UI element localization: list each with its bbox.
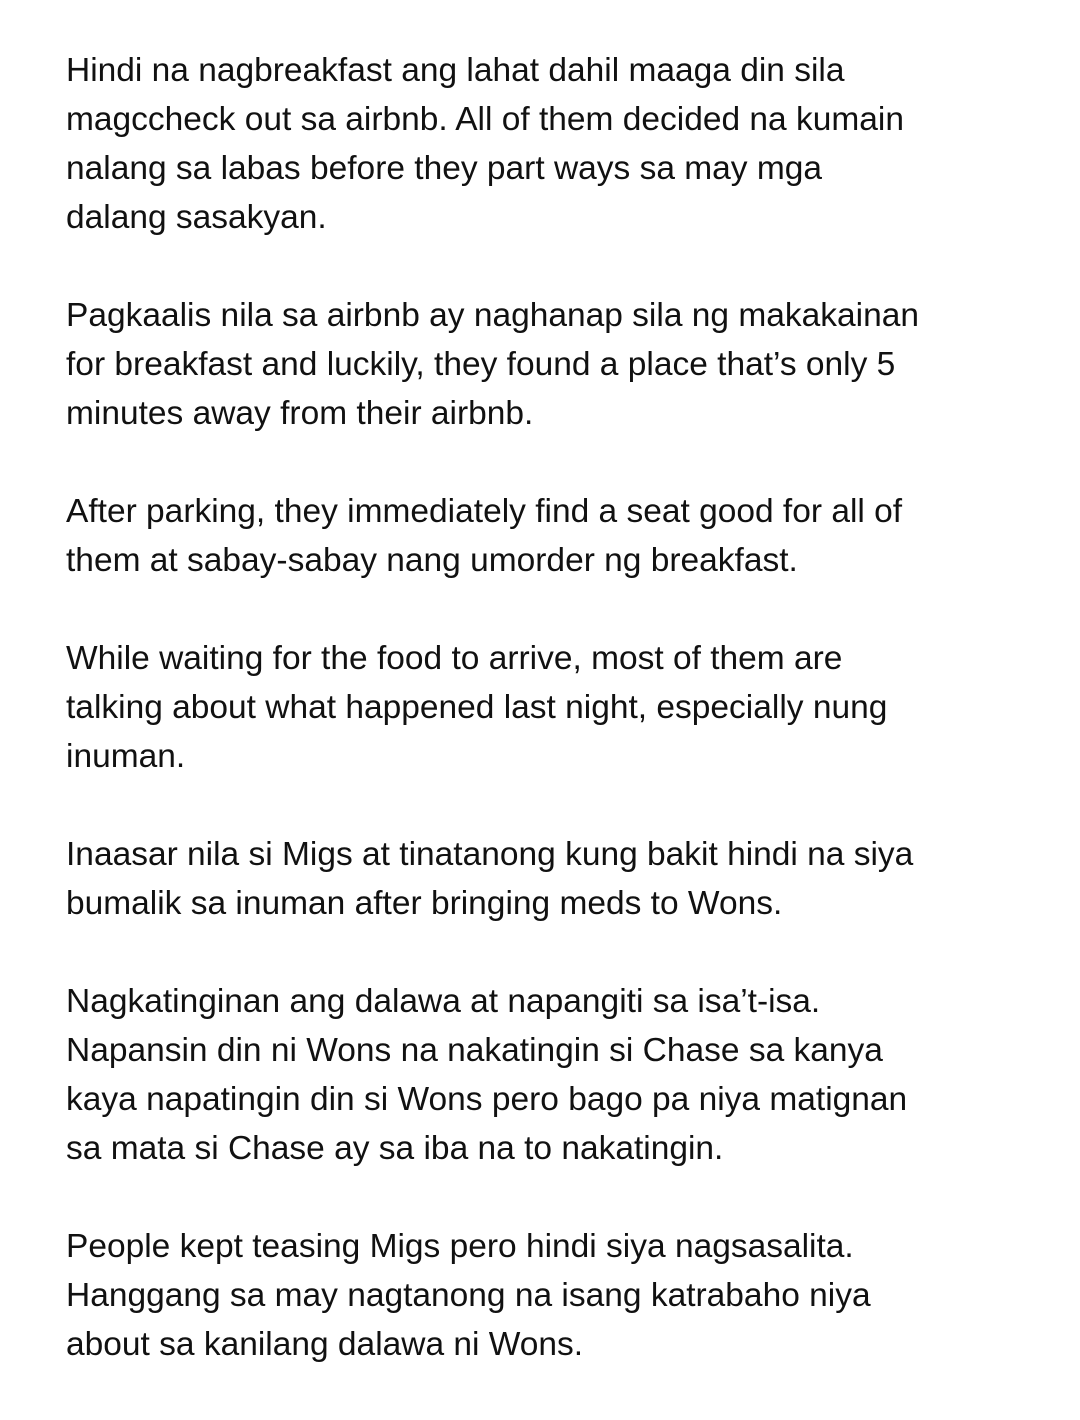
text-line: Pagkaalis nila sa airbnb ay naghanap sila ng makakainan (66, 297, 919, 334)
paragraph-3 (66, 487, 1026, 585)
story-text (66, 46, 1026, 1369)
paragraph-4 (66, 634, 1026, 781)
text-line: about sa kanilang dalawa ni Wons. (66, 1326, 584, 1363)
text-line: Hanggang sa may nagtanong na isang katrabaho niya (66, 1277, 871, 1314)
text-line: Inaasar nila si Migs at tinatanong kung bakit hindi na siya (66, 836, 914, 873)
paragraph-2 (66, 291, 1026, 438)
text-line: sa mata si Chase ay sa iba na to nakatingin. (66, 1130, 724, 1167)
text-line: While waiting for the food to arrive, most of them are (66, 640, 843, 677)
text-line: talking about what happened last night, especially nung (66, 689, 888, 726)
text-line: After parking, they immediately find a seat good for all of (66, 493, 903, 530)
text-line: Napansin din ni Wons na nakatingin si Chase sa kanya (66, 1032, 883, 1069)
text-line: minutes away from their airbnb. (66, 395, 534, 432)
text-line: Hindi na nagbreakfast ang lahat dahil maaga din sila (66, 52, 845, 89)
text-line: People kept teasing Migs pero hindi siya nagsasalita. (66, 1228, 854, 1265)
text-line: bumalik sa inuman after bringing meds to Wons. (66, 885, 783, 922)
text-line: nalang sa labas before they part ways sa may mga (66, 150, 823, 187)
text-line: Nagkatinginan ang dalawa at napangiti sa isa’t-isa. (66, 983, 821, 1020)
text-line: them at sabay-sabay nang umorder ng breakfast. (66, 542, 798, 579)
paragraph-5 (66, 830, 1026, 928)
paragraph-7 (66, 1222, 1026, 1369)
text-line: for breakfast and luckily, they found a place that’s only 5 (66, 346, 896, 383)
text-line: inuman. (66, 738, 186, 775)
text-line: magccheck out sa airbnb. All of them decided na kumain (66, 101, 904, 138)
paragraph-1 (66, 46, 1026, 242)
text-line: dalang sasakyan. (66, 199, 327, 236)
paragraph-6 (66, 977, 1026, 1173)
text-line: kaya napatingin din si Wons pero bago pa niya matignan (66, 1081, 908, 1118)
